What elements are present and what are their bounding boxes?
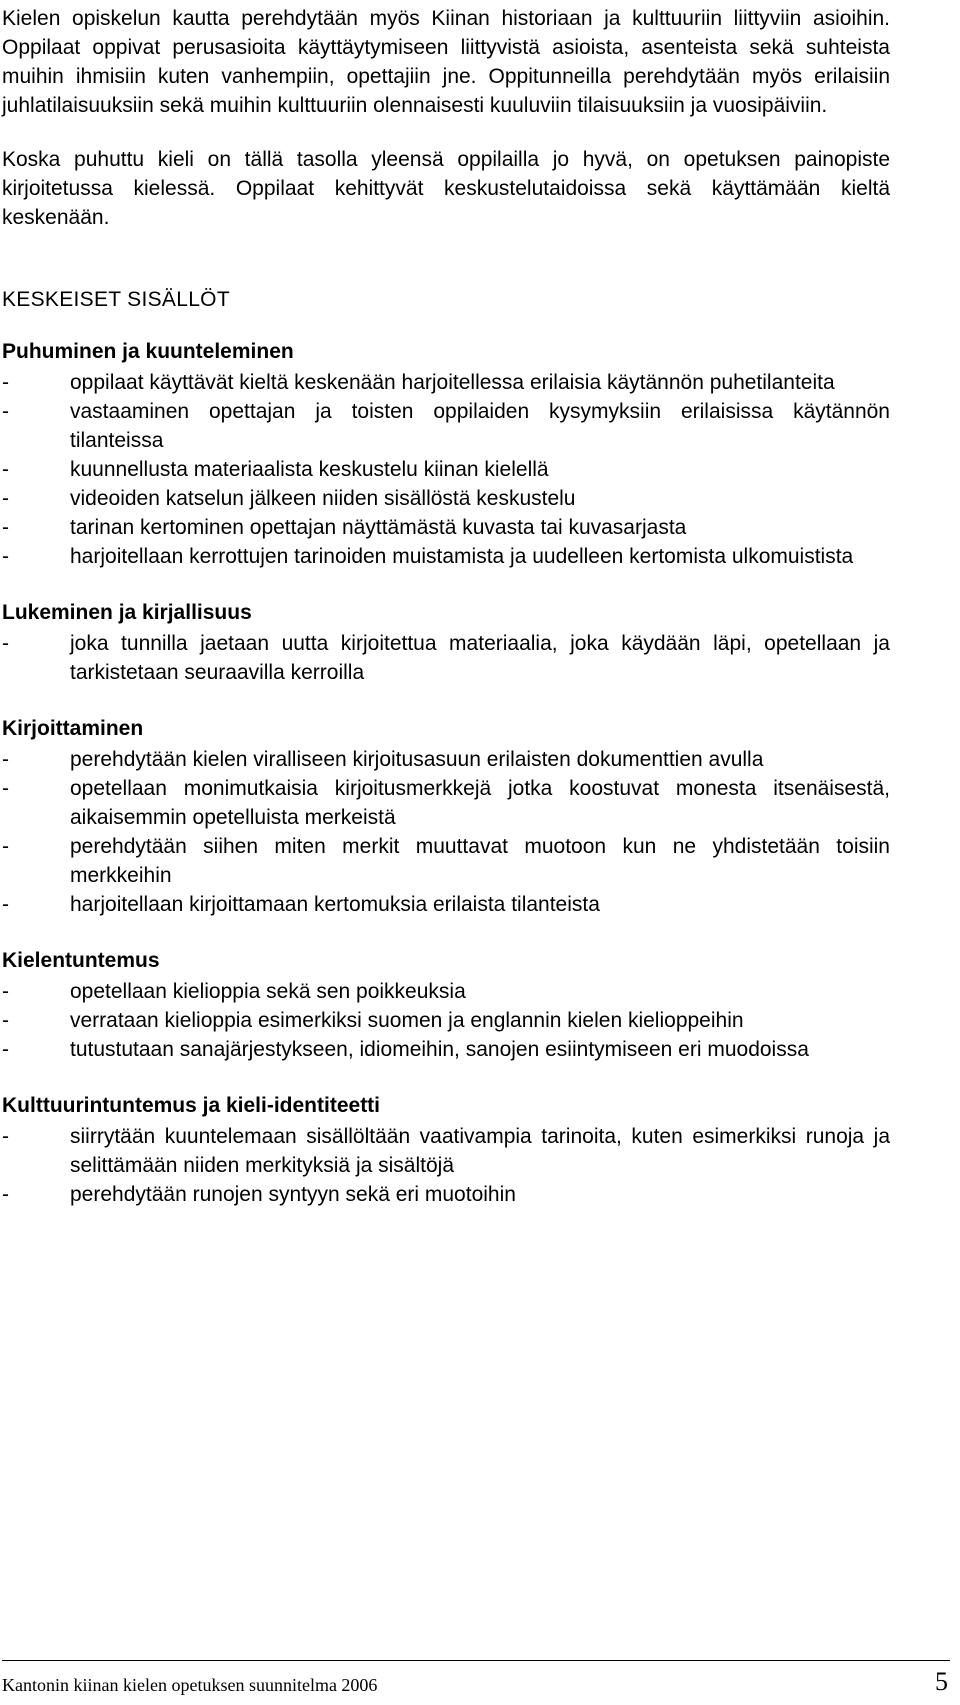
list-item: [2, 513, 890, 542]
list-item: [2, 542, 890, 571]
list-item-text: tarinan kertominen opettajan näyttämästä kuvasta tai kuvasarjasta: [70, 516, 687, 539]
list-dash: -: [2, 893, 9, 916]
section-heading-kielentuntemus: Kielentuntemus: [2, 949, 160, 972]
list-item-text: tutustutaan sanajärjestykseen, idiomeihin, sanojen esiintymiseen eri muodoissa: [70, 1038, 809, 1061]
list-item: [2, 397, 890, 455]
list-item: [2, 1035, 890, 1064]
list-dash: -: [2, 458, 9, 481]
list-item: [2, 745, 890, 774]
page-footer: [2, 1660, 950, 1697]
list-dash: -: [2, 516, 9, 539]
section-heading-lukeminen: Lukeminen ja kirjallisuus: [2, 601, 252, 624]
list-dash: -: [2, 777, 9, 800]
list-item: [2, 977, 890, 1006]
list-item-text: perehdytään siihen miten merkit muuttavat muotoon kun ne yhdistetään toisiin merkkeihin: [70, 835, 890, 887]
list-item-text: perehdytään runojen syntyyn sekä eri muotoihin: [70, 1183, 516, 1206]
section-heading-kirjoittaminen: Kirjoittaminen: [2, 717, 144, 740]
list-item: [2, 832, 890, 890]
list-dash: -: [2, 487, 9, 510]
list-item: [2, 1122, 890, 1180]
list-dash: -: [2, 1009, 9, 1032]
list-item: [2, 890, 890, 919]
list-item-text: harjoitellaan kerrottujen tarinoiden muistamista ja uudelleen kertomista ulkomuistista: [70, 545, 854, 568]
list-dash: -: [2, 545, 9, 568]
list-item: [2, 1006, 890, 1035]
list-item-text: harjoitellaan kirjoittamaan kertomuksia erilaista tilanteista: [70, 893, 600, 916]
list-item-text: opetellaan monimutkaisia kirjoitusmerkkejä jotka koostuvat monesta itsenäisestä, aikaisemmin opetelluista merkeistä: [70, 777, 890, 829]
list-item-text: joka tunnilla jaetaan uutta kirjoitettua materiaalia, joka käydään läpi, opetellaan ja tarkistetaan seuraavilla kerroilla: [70, 632, 890, 684]
list-dash: -: [2, 632, 9, 655]
list-item-text: opetellaan kielioppia sekä sen poikkeuksia: [70, 980, 466, 1003]
list-dash: -: [2, 400, 9, 423]
document-body: [2, 0, 890, 1209]
list-dash: -: [2, 371, 9, 394]
list-dash: -: [2, 748, 9, 771]
section-heading-kulttuurintuntemus: Kulttuurintuntemus ja kieli-identiteetti: [2, 1094, 381, 1117]
list-item: [2, 774, 890, 832]
list-item-text: kuunnellusta materiaalista keskustelu kiinan kielellä: [70, 458, 549, 481]
list-item: [2, 368, 890, 397]
list-dash: -: [2, 1125, 9, 1148]
section-list-puhuminen: [2, 368, 890, 571]
list-item: [2, 629, 890, 687]
intro-paragraph-1: Kielen opiskelun kautta perehdytään myös Kiinan historiaan ja kulttuuriin liittyviin asioihin. Oppilaat oppivat perusasioita käyttäytymiseen liittyvistä asioista, asenteista sekä suhteista muihin ihmisiin kuten vanhempiin, opettajiin jne. Oppitunneilla perehdytään myös erilaisiin juhlatilaisuuksiin sekä muihin kulttuuriin olennaisesti kuuluviin tilaisuuksiin ja vuosipäiviin.: [2, 7, 890, 117]
list-item: [2, 1180, 890, 1209]
section-list-kulttuurintuntemus: [2, 1122, 890, 1209]
section-list-kirjoittaminen: [2, 745, 890, 919]
list-item-text: perehdytään kielen viralliseen kirjoitusasuun erilaisten dokumenttien avulla: [70, 748, 764, 771]
section-list-lukeminen: [2, 629, 890, 687]
list-dash: -: [2, 1183, 9, 1206]
list-item-text: siirrytään kuuntelemaan sisällöltään vaativampia tarinoita, kuten esimerkiksi runoja ja selittämään niiden merkityksiä ja sisältöjä: [70, 1125, 890, 1177]
list-item-text: oppilaat käyttävät kieltä keskenään harjoitellessa erilaisia käytännön puhetilanteita: [70, 371, 835, 394]
main-heading: KESKEISET SISÄLLÖT: [2, 288, 230, 311]
footer-title: Kantonin kiinan kielen opetuksen suunnitelma 2006: [2, 1675, 378, 1695]
list-item-text: vastaaminen opettajan ja toisten oppilaiden kysymyksiin erilaisissa käytännön tilanteissa: [70, 400, 890, 452]
list-dash: -: [2, 980, 9, 1003]
list-item-text: videoiden katselun jälkeen niiden sisällöstä keskustelu: [70, 487, 576, 510]
section-heading-puhuminen: Puhuminen ja kuunteleminen: [2, 340, 294, 363]
list-dash: -: [2, 1038, 9, 1061]
intro-paragraph-2: Koska puhuttu kieli on tällä tasolla yleensä oppilailla jo hyvä, on opetuksen painopiste kirjoitetussa kielessä. Oppilaat kehittyvät keskustelutaidoissa sekä käyttämään kieltä keskenään.: [2, 148, 890, 229]
list-item: [2, 455, 890, 484]
section-list-kielentuntemus: [2, 977, 890, 1064]
list-item-text: verrataan kielioppia esimerkiksi suomen ja englannin kielen kielioppeihin: [70, 1009, 744, 1032]
page-number: 5: [935, 1667, 948, 1696]
list-dash: -: [2, 835, 9, 858]
list-item: [2, 484, 890, 513]
